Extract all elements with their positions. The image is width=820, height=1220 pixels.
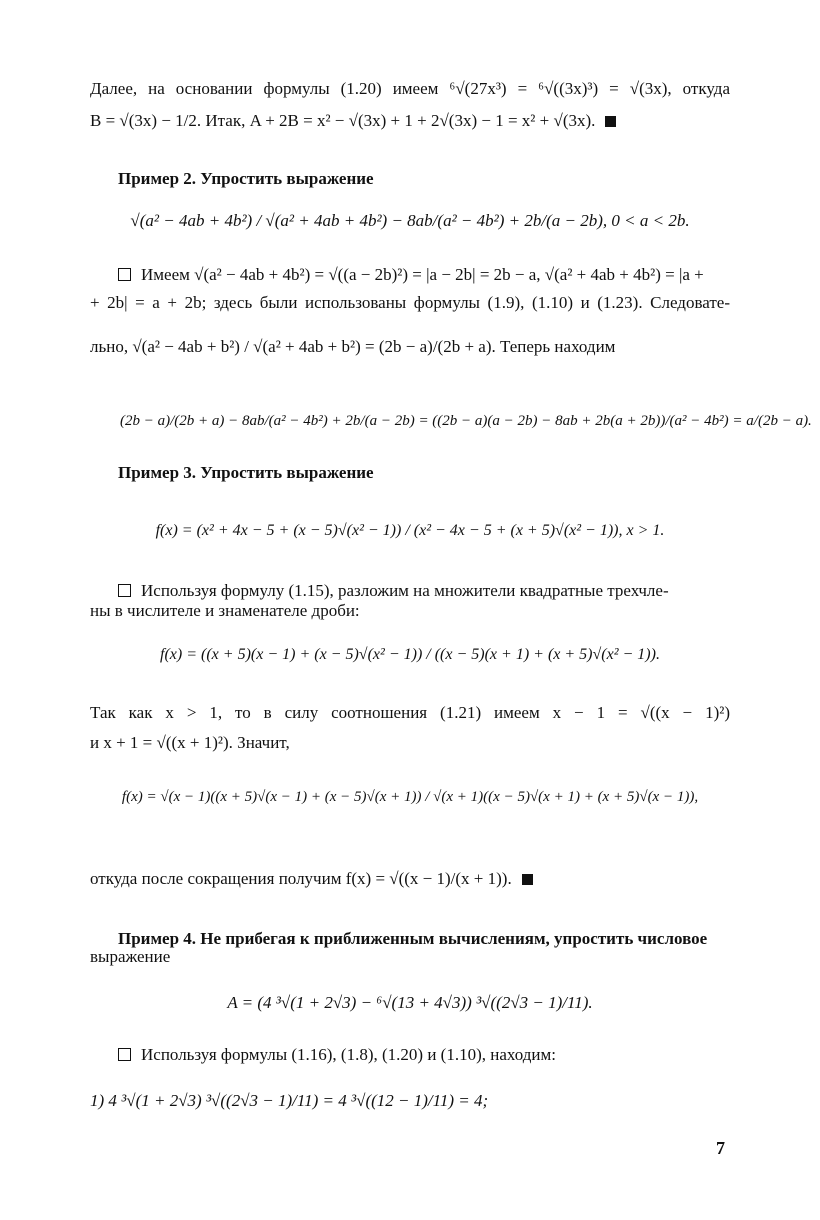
text-line-with-qed [90, 868, 730, 890]
text-line: Так как x > 1, то в силу соотношения (1.21) имеем x − 1 = √((x − 1)²) [90, 703, 730, 722]
formula-factored: f(x) = ((x + 5)(x − 1) + (x − 5)√(x² − 1)) / ((x − 5)(x + 1) + (x + 5)√(x² − 1)). [160, 646, 660, 663]
text-line: откуда после сокращения получим f(x) = √((x − 1)/(x + 1)). [90, 869, 512, 888]
text-line: выражение [90, 947, 171, 966]
text-line: льно, √(a² − 4ab + b²) / √(a² + 4ab + b²) = (2b − a)/(2b + a). Теперь находим [90, 337, 616, 356]
formula-sqrt-form: f(x) = √(x − 1)((x + 5)√(x − 1) + (x − 5)√(x + 1)) / √(x + 1)((x − 5)√(x + 1) + (x + 5)√(x − 1)), [121, 789, 699, 805]
text-line: B = √(3x) − 1/2. Итак, A + 2B = x² − √(3x) + 1 + 2√(3x) − 1 = x² + √(3x). [90, 111, 596, 130]
page-number: 7 [716, 1138, 725, 1158]
formula-text: (2b − a)/(2b + a) − 8ab/(a² − 4b²) + 2b/(a − 2b) = ((2b − a)(a − 2b) − 8ab + 2b(a + 2b))/(a² − 4b²) = a/(2b − a). [120, 413, 812, 429]
text-line: Используя формулу (1.15), разложим на множители квадратные трехчле- [141, 581, 669, 600]
solution-start-icon [118, 268, 131, 281]
text-line: и x + 1 = √((x + 1)²). Значит, [90, 733, 290, 752]
formula-example-2: √(a² − 4ab + 4b²) / √(a² + 4ab + 4b²) − 8ab/(a² − 4b²) + 2b/(a − 2b), 0 < a < 2b. [130, 211, 690, 230]
example-2-heading: Пример 2. Упростить выражение [118, 169, 374, 188]
text-line: Имеем √(a² − 4ab + 4b²) = √((a − 2b)²) = |a − 2b| = 2b − a, √(a² + 4ab + 4b²) = |a + [141, 265, 704, 284]
solution-line [118, 580, 730, 602]
example-4-heading: Пример 4. Не прибегая к приближенным вычислениям, упростить числовое [118, 929, 708, 948]
solution-start-icon [118, 584, 131, 597]
formula-example-4: A = (4 ³√(1 + 2√3) − ⁶√(13 + 4√3)) ³√((2√3 − 1)/11). [227, 993, 593, 1012]
end-of-proof-icon [522, 874, 533, 885]
text-line: Далее, на основании формулы (1.20) имеем ⁶√(27x³) = ⁶√((3x)³) = √(3x), откуда [90, 79, 730, 98]
text-line: ны в числителе и знаменателе дроби: [90, 601, 360, 620]
end-of-proof-icon [605, 116, 616, 127]
text-line: + 2b| = a + 2b; здесь были использованы формулы (1.9), (1.10) и (1.23). Следовате- [90, 293, 730, 312]
formula-example-2-result [120, 410, 812, 432]
solution-line [118, 1044, 730, 1066]
solution-line [118, 264, 730, 286]
text-line-with-qed [90, 110, 730, 132]
formula-example-3: f(x) = (x² + 4x − 5 + (x − 5)√(x² − 1)) / (x² − 4x − 5 + (x + 5)√(x² − 1)), x > 1. [155, 522, 665, 539]
text-line: Используя формулы (1.16), (1.8), (1.20) и (1.10), находим: [141, 1045, 556, 1064]
solution-start-icon [118, 1048, 131, 1061]
formula-step-1: 1) 4 ³√(1 + 2√3) ³√((2√3 − 1)/11) = 4 ³√((12 − 1)/11) = 4; [90, 1091, 489, 1110]
example-3-heading: Пример 3. Упростить выражение [118, 463, 374, 482]
